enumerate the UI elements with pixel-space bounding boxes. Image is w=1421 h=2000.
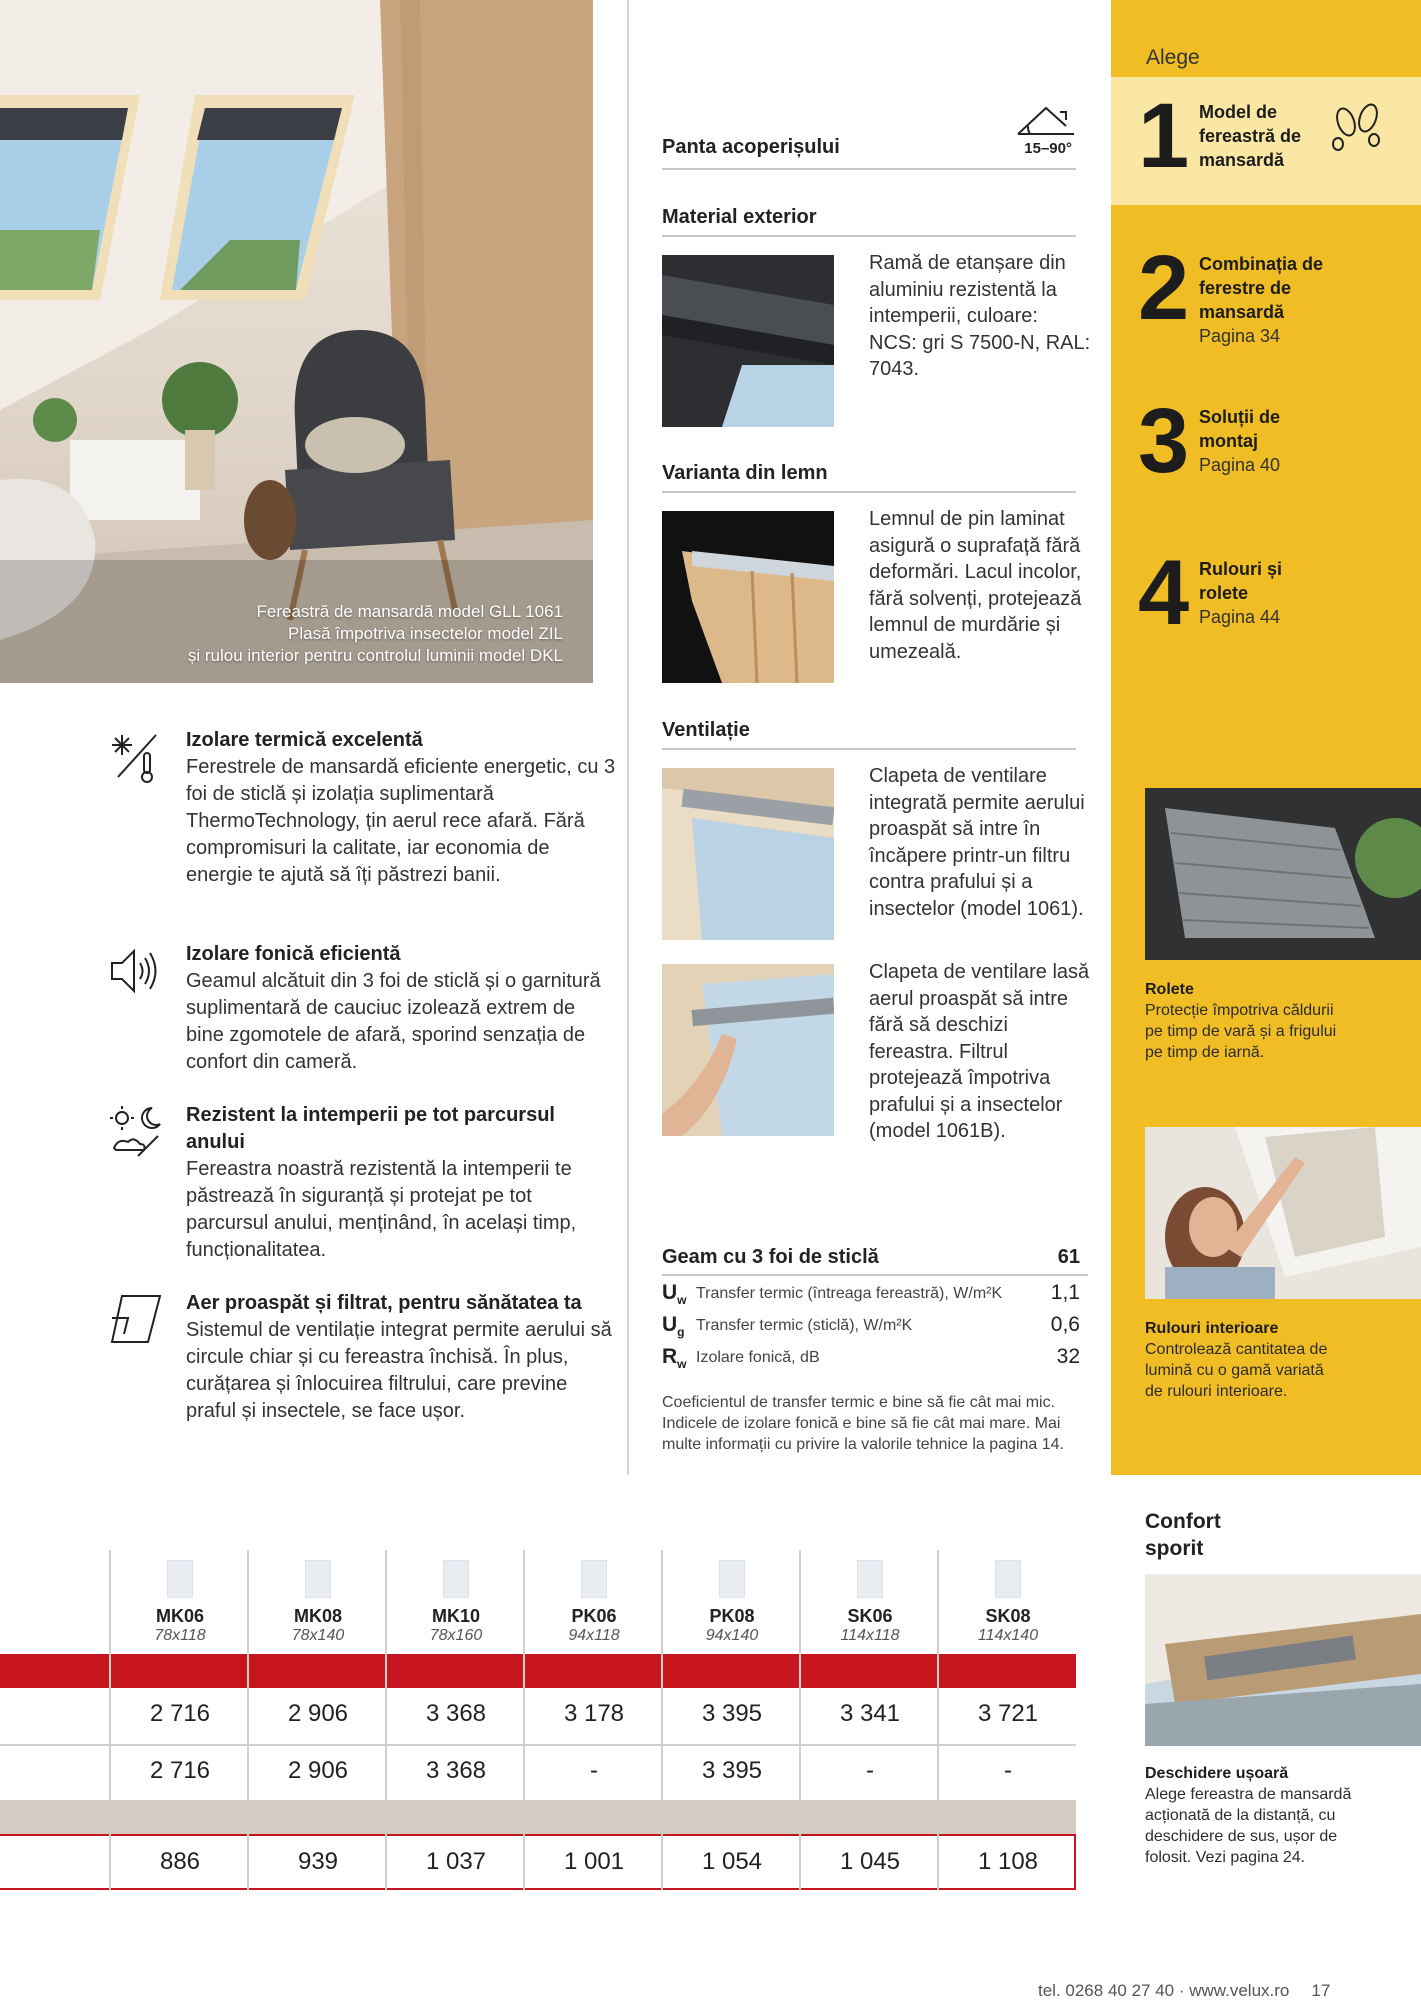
size-dimensions: 94x118 xyxy=(568,1627,620,1644)
footer-contact: tel. 0268 40 27 40 · www.velux.ro xyxy=(1038,1981,1290,2000)
roof-pitch-section xyxy=(662,136,1076,170)
ventilation-title: Ventilație xyxy=(662,719,1076,750)
step-label: Soluții de montaj xyxy=(1199,407,1280,451)
step-label: Model de fereastră de mansardă xyxy=(1199,102,1302,170)
steps-title: Alege xyxy=(1146,46,1200,69)
footprints-icon xyxy=(1326,100,1386,164)
price-cell: 3 178 xyxy=(563,1700,625,1727)
comfort-caption-text: Alege fereastra de mansardă acționată de la distanță, cu deschidere de sus, ușor de folosit. Vezi pagina 24. xyxy=(1145,1786,1352,1866)
size-dimensions: 94x140 xyxy=(705,1627,759,1644)
ventilation-text-1: Clapeta de ventilare integrată permite aerului proaspăt să intre în încăpere printr-un filtru contra prafului și a insectelor (model 1061). xyxy=(869,765,1085,920)
snowflake-thermometer-icon xyxy=(108,729,164,785)
feature-ventilation xyxy=(108,1290,618,1425)
step-label: Combinația de ferestre de mansardă xyxy=(1199,254,1324,322)
glass-spec-title-value: 61 xyxy=(1057,1246,1080,1268)
roof-pitch-title: Panta acoperișului xyxy=(662,136,840,158)
spec-value: 32 xyxy=(1056,1345,1080,1368)
material-photo xyxy=(662,255,834,427)
shutters-caption xyxy=(1145,979,1345,1063)
price-cell: 2 906 xyxy=(287,1700,349,1727)
blinds-text: Controlează cantitatea de lumină cu o gamă variată de rulouri interioare. xyxy=(1145,1341,1328,1400)
comfort-caption xyxy=(1145,1763,1385,1868)
step-4[interactable] xyxy=(1138,542,1388,647)
blinds-photo xyxy=(1145,1127,1421,1299)
size-dimensions: 78x118 xyxy=(154,1627,206,1644)
spec-label: Transfer termic (sticlă), W/m²K xyxy=(696,1317,913,1334)
price-cell: - xyxy=(590,1757,598,1784)
material-text: Ramă de etanșare din aluminiu rezistentă la intemperii, culoare: NCS: gri S 7500-N, RAL: 7043. xyxy=(869,252,1091,380)
comfort-title: Confort sporit xyxy=(1145,1510,1221,1560)
wood-title: Varianta din lemn xyxy=(662,462,1076,493)
step-page: Pagina 44 xyxy=(1199,607,1281,627)
size-column-header xyxy=(111,1560,249,1646)
step-page: Pagina 40 xyxy=(1199,455,1281,475)
glass-spec-header xyxy=(662,1246,1088,1276)
size-column-header xyxy=(663,1560,801,1646)
roof-angle-icon xyxy=(1016,102,1076,138)
price-cell: 3 721 xyxy=(977,1700,1039,1727)
feature-title: Aer proaspăt și filtrat, pentru sănătatea ta xyxy=(186,1292,582,1314)
comfort-photo xyxy=(1145,1574,1421,1746)
price-cell: 3 368 xyxy=(425,1757,487,1784)
price-cell: 3 395 xyxy=(701,1757,763,1784)
spec-label: Izolare fonică, dB xyxy=(696,1349,820,1366)
price-cell: 2 906 xyxy=(287,1757,349,1784)
hero-photo xyxy=(0,0,593,683)
hero-caption xyxy=(188,601,563,667)
spec-symbol: R xyxy=(662,1345,678,1368)
shutters-photo xyxy=(1145,788,1421,960)
price-cell: 1 045 xyxy=(839,1848,901,1875)
feature-text: Fereastra noastră rezistentă la intemperii te păstrează în siguranță și protejat pe tot parcursul anului, menținând, în același timp, funcționalitatea. xyxy=(186,1158,577,1261)
step-number: 1 xyxy=(1138,85,1190,187)
price-cell: 2 716 xyxy=(149,1757,211,1784)
spec-symbol: U xyxy=(662,1281,678,1304)
wood-photo xyxy=(662,511,834,683)
ventilation-text-2: Clapeta de ventilare lasă aerul proaspăt să intre fără să deschizi fereastra. Filtrul protejează împotriva prafului și a insectelor (model 1061B). xyxy=(869,961,1090,1142)
speaker-icon xyxy=(108,943,164,999)
ventilation-filter-icon xyxy=(108,1292,164,1348)
feature-title: Rezistent la intemperii pe tot parcursul anului xyxy=(186,1104,555,1153)
price-cell: 3 395 xyxy=(701,1700,763,1727)
price-cell: - xyxy=(866,1757,874,1784)
size-code: MK10 xyxy=(431,1606,480,1626)
shutters-title: Rolete xyxy=(1145,981,1194,998)
window-size-swatch xyxy=(167,1560,193,1598)
price-cell: 3 341 xyxy=(839,1700,901,1727)
spec-value: 0,6 xyxy=(1050,1313,1080,1336)
window-size-swatch xyxy=(719,1560,745,1598)
table-divider xyxy=(0,1744,1076,1746)
window-size-swatch xyxy=(305,1560,331,1598)
price-table-red-band xyxy=(0,1654,1076,1688)
price-cell: 1 001 xyxy=(563,1848,625,1875)
material-title: Material exterior xyxy=(662,206,1076,237)
attic-room-illustration xyxy=(0,0,593,683)
glass-spec-row xyxy=(662,1311,1088,1343)
feature-title: Izolare fonică eficientă xyxy=(186,943,401,965)
step-1[interactable] xyxy=(1138,85,1388,190)
spec-label: Transfer termic (întreaga fereastră), W/m²K xyxy=(696,1285,1003,1302)
size-code: PK06 xyxy=(571,1606,617,1626)
blinds-caption xyxy=(1145,1318,1345,1402)
spec-subscript: g xyxy=(677,1325,685,1340)
size-code: MK08 xyxy=(293,1606,342,1626)
size-column-header xyxy=(525,1560,663,1646)
step-label: Rulouri și rolete xyxy=(1199,559,1283,603)
page-number: 17 xyxy=(1311,1981,1331,2000)
spec-subscript: w xyxy=(677,1293,687,1308)
price-table-tan-band xyxy=(0,1800,1076,1834)
window-size-swatch xyxy=(995,1560,1021,1598)
spec-symbol: U xyxy=(662,1313,678,1336)
comfort-caption-title: Deschidere ușoară xyxy=(1145,1765,1289,1782)
window-size-swatch xyxy=(443,1560,469,1598)
weather-icon xyxy=(108,1104,164,1160)
ventilation-photo-2 xyxy=(662,964,834,1136)
column-divider xyxy=(627,0,629,1475)
step-number: 3 xyxy=(1138,390,1190,492)
spec-subscript: w xyxy=(677,1357,687,1372)
price-cell: - xyxy=(1004,1757,1012,1784)
hero-caption-line: și rulou interior pentru controlul luminii model DKL xyxy=(187,646,563,665)
size-code: MK06 xyxy=(155,1606,204,1626)
feature-weather xyxy=(108,1102,618,1264)
window-size-swatch xyxy=(581,1560,607,1598)
price-cell: 886 xyxy=(159,1848,201,1875)
hero-caption-line: Fereastră de mansardă model GLL 1061 xyxy=(256,602,563,621)
price-cell: 1 037 xyxy=(425,1848,487,1875)
hero-caption-line: Plasă împotriva insectelor model ZIL xyxy=(288,624,563,643)
feature-text: Sistemul de ventilație integrat permite aerului să circule chiar și cu fereastra închisă. În plus, curățarea și înlocuirea filtrului, care previne praful și insectele, se face ușor. xyxy=(186,1319,612,1422)
feature-text: Geamul alcătuit din 3 foi de sticlă și o garnitură suplimentară de cauciuc izolează extrem de bine zgomotele de afară, sporind senzația de confort din cameră. xyxy=(186,970,601,1073)
price-cell: 1 054 xyxy=(701,1848,763,1875)
feature-thermal xyxy=(108,727,618,889)
price-cell: 2 716 xyxy=(149,1700,211,1727)
size-dimensions: 78x140 xyxy=(291,1627,345,1644)
size-column-header xyxy=(939,1560,1077,1646)
step-3[interactable] xyxy=(1138,390,1388,495)
step-page: Pagina 34 xyxy=(1199,326,1281,346)
size-dimensions: 78x160 xyxy=(429,1627,483,1644)
ventilation-photo-1 xyxy=(662,768,834,940)
glass-spec-note: Coeficientul de transfer termic e bine să fie cât mai mic. Indicele de izolare fonică e bine să fie cât mai mare. Mai multe informații cu privire la valorile tehnice la pagina 14. xyxy=(662,1394,1064,1453)
spec-value: 1,1 xyxy=(1050,1281,1080,1304)
roof-pitch-range: 15–90° xyxy=(1024,140,1072,157)
step-2[interactable] xyxy=(1138,237,1388,346)
price-cell: 3 368 xyxy=(425,1700,487,1727)
price-cell: 1 108 xyxy=(977,1848,1039,1875)
price-cell: 939 xyxy=(297,1848,339,1875)
size-code: PK08 xyxy=(709,1606,755,1626)
step-number: 4 xyxy=(1138,542,1190,644)
shutters-text: Protecție împotriva căldurii pe timp de vară și a frigului pe timp de iarnă. xyxy=(1145,1002,1337,1061)
window-size-swatch xyxy=(857,1560,883,1598)
glass-spec-title: Geam cu 3 foi de sticlă xyxy=(662,1246,879,1268)
size-column-header xyxy=(387,1560,525,1646)
glass-spec-row xyxy=(662,1279,1088,1311)
glass-spec-row xyxy=(662,1343,1088,1375)
page-footer xyxy=(1038,1981,1330,2000)
step-number: 2 xyxy=(1138,237,1190,339)
size-column-header xyxy=(801,1560,939,1646)
feature-text: Ferestrele de mansardă eficiente energetic, cu 3 foi de sticlă și izolația suplimentară ThermoTechnology, țin aerul rece afară. Fără compromisuri la calitate, iar economia de energie te ajută să îți păstrezi banii. xyxy=(186,756,616,886)
size-dimensions: 114x140 xyxy=(977,1627,1039,1644)
wood-text: Lemnul de pin laminat asigură o suprafață fără deformări. Lacul incolor, fără solvenți, protejează lemnul de murdărie și umezeală. xyxy=(869,508,1082,663)
size-code: SK08 xyxy=(985,1606,1031,1626)
feature-acoustic xyxy=(108,941,618,1076)
blinds-title: Rulouri interioare xyxy=(1145,1320,1279,1337)
size-dimensions: 114x118 xyxy=(840,1627,900,1644)
feature-title: Izolare termică excelentă xyxy=(186,729,423,751)
size-code: SK06 xyxy=(847,1606,893,1626)
size-column-header xyxy=(249,1560,387,1646)
